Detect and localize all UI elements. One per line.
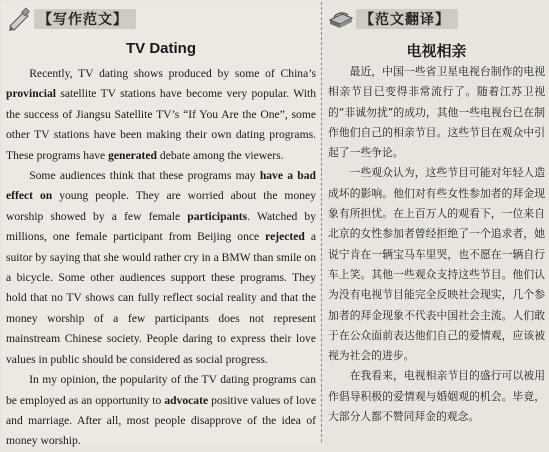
essay-text: In my opinion, the popularity of the TV dating programs can be employed as an opportunity to xyxy=(6,373,316,407)
writing-sample-column xyxy=(2,2,320,448)
pencil-icon xyxy=(6,6,32,32)
translation-paragraph: 在我看来，电视相亲节目的盛行可以被用作倡导积极的爱情观与婚姻观的机会。毕竟，大部分人都不赞同拜金的观念。 xyxy=(328,369,545,424)
translation-header-bar xyxy=(356,9,458,29)
essay-text: satellite TV stations have become very popular. With the success of Jiangsu Satellite TV’s “If You Are the One”, some other TV stations have been making their own dating programs. These programs have xyxy=(6,87,316,162)
translation-header xyxy=(328,6,458,32)
writing-sample-header xyxy=(6,6,136,32)
essay-text: young people. They are worried about the money worship showed by a few female xyxy=(6,189,316,223)
essay-text: debate among the viewers. xyxy=(157,148,284,162)
vocab-highlight: generated xyxy=(108,148,157,162)
translation-body xyxy=(328,62,545,427)
book-icon xyxy=(328,6,354,32)
essay-paragraph xyxy=(6,64,316,166)
translation-title: 电视相亲 xyxy=(406,42,467,60)
writing-sample-label: 【写作范文】 xyxy=(38,12,128,28)
translation-paragraph: 一些观众认为，这些节目可能对年轻人造成坏的影响。他们对有些女性参加者的拜金现象有所担忧。在上百万人的观看下，一位来自北京的女性参加者曾经拒绝了一个追求者，她说宁肯在一辆宝马车里哭，也不愿在一辆自行车上笑。其他一些观众支持这些节目。他们认为没有电视节目能完全反映社会现实，几个参加者的拜金现象不代表中国社会主流。人们敢于在公众面前表达他们自己的爱情观，应该被视为社会的进步。 xyxy=(328,166,545,363)
vocab-highlight: rejected xyxy=(265,230,305,244)
translation-column xyxy=(326,2,547,444)
essay-paragraph xyxy=(6,370,316,452)
vocab-highlight: provincial xyxy=(6,87,57,101)
vocab-highlight: participants xyxy=(187,209,248,223)
vocab-highlight: have a bad effect on xyxy=(6,169,316,203)
essay-text: a suitor by saying that she would rather cry in a BMW than smile on a bicycle. Some other audiences support these programs. They hold that no TV shows can fully reflect social reality and that the money worship of a few participants does not represent mainstream Chinese society. People daring to express their love values in public should be considered as social progress. xyxy=(6,230,316,366)
column-divider xyxy=(321,2,322,442)
essay-paragraph xyxy=(6,166,316,370)
translation-paragraph: 最近，中国一些省卫星电视台制作的电视相亲节目已变得非常流行了。随着江苏卫视的“非诚勿扰”的成功，其他一些电视台已在制作他们自己的相亲节目。这些节目在观众中引起了一些争论。 xyxy=(328,65,545,160)
essay-title: TV Dating xyxy=(126,40,196,57)
essay-text: positive values of love and marriage. After all, most people disapprove of the idea of money worship. xyxy=(6,393,317,448)
essay-text: Some audiences think that these programs may xyxy=(29,169,260,183)
essay-text: . Watched by millions, one female participant from Beijing once xyxy=(6,209,316,244)
essay-text: Recently, TV dating shows produced by some of China’s xyxy=(29,67,316,80)
writing-sample-header-bar xyxy=(34,9,136,29)
vocab-highlight: advocate xyxy=(164,393,209,407)
translation-label: 【范文翻译】 xyxy=(360,12,450,28)
essay-body xyxy=(6,64,316,452)
